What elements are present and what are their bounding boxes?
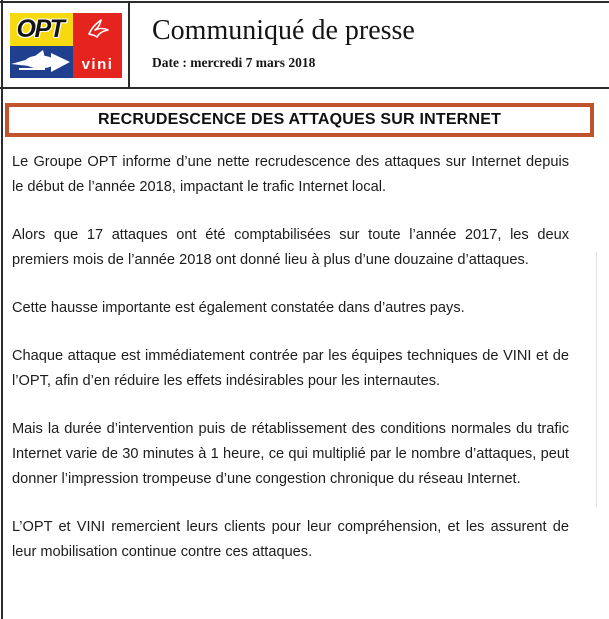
bird-icon bbox=[86, 18, 110, 42]
page-edge-shadow bbox=[596, 252, 597, 507]
opt-wordmark: OPT bbox=[16, 15, 64, 43]
vini-wordmark: vini bbox=[81, 56, 114, 73]
header-top-border bbox=[0, 1, 609, 3]
header-cell-divider bbox=[128, 1, 130, 89]
page-left-border bbox=[1, 0, 3, 619]
paragraph: L’OPT et VINI remercient leurs clients pour leur compréhension, et les assurent de leur mobilisation continue contre ces attaques. bbox=[12, 519, 569, 560]
vini-logo-panel bbox=[73, 13, 122, 78]
dolphin-icon bbox=[11, 49, 72, 75]
logo-left-column bbox=[10, 13, 73, 78]
opt-vini-logo bbox=[10, 13, 122, 78]
headline-banner bbox=[5, 103, 594, 137]
document-title: Communiqué de presse bbox=[152, 15, 415, 46]
paragraph: Chaque attaque est immédiatement contrée par les équipes techniques de VINI et de l’OPT, afin d’en réduire les effets indésirables pour les internautes. bbox=[12, 348, 569, 389]
paragraph: Mais la durée d’intervention puis de rétablissement des conditions normales du trafic Internet varie de 30 minutes à 1 heure, ce qui multiplié par le nombre d’attaques, peut donner l’impression trompeuse d’une congestion chronique du réseau Internet. bbox=[12, 421, 569, 487]
header-bottom-border bbox=[0, 87, 609, 89]
paragraph: Cette hausse importante est également constatée dans d’autres pays. bbox=[12, 300, 465, 316]
dolphin-panel bbox=[10, 46, 73, 78]
document-date: Date : mercredi 7 mars 2018 bbox=[152, 55, 316, 70]
headline-text: RECRUDESCENCE DES ATTAQUES SUR INTERNET bbox=[97, 111, 502, 128]
press-release-body bbox=[12, 150, 569, 588]
paragraph: Le Groupe OPT informe d’une nette recrudescence des attaques sur Internet depuis le début de l’année 2018, impactant le trafic Internet local. bbox=[12, 154, 569, 195]
paragraph: Alors que 17 attaques ont été comptabilisées sur toute l’année 2017, les deux premiers mois de l’année 2018 ont donné lieu à plus d’une douzaine d’attaques. bbox=[12, 227, 569, 268]
opt-logo-panel bbox=[10, 13, 73, 46]
